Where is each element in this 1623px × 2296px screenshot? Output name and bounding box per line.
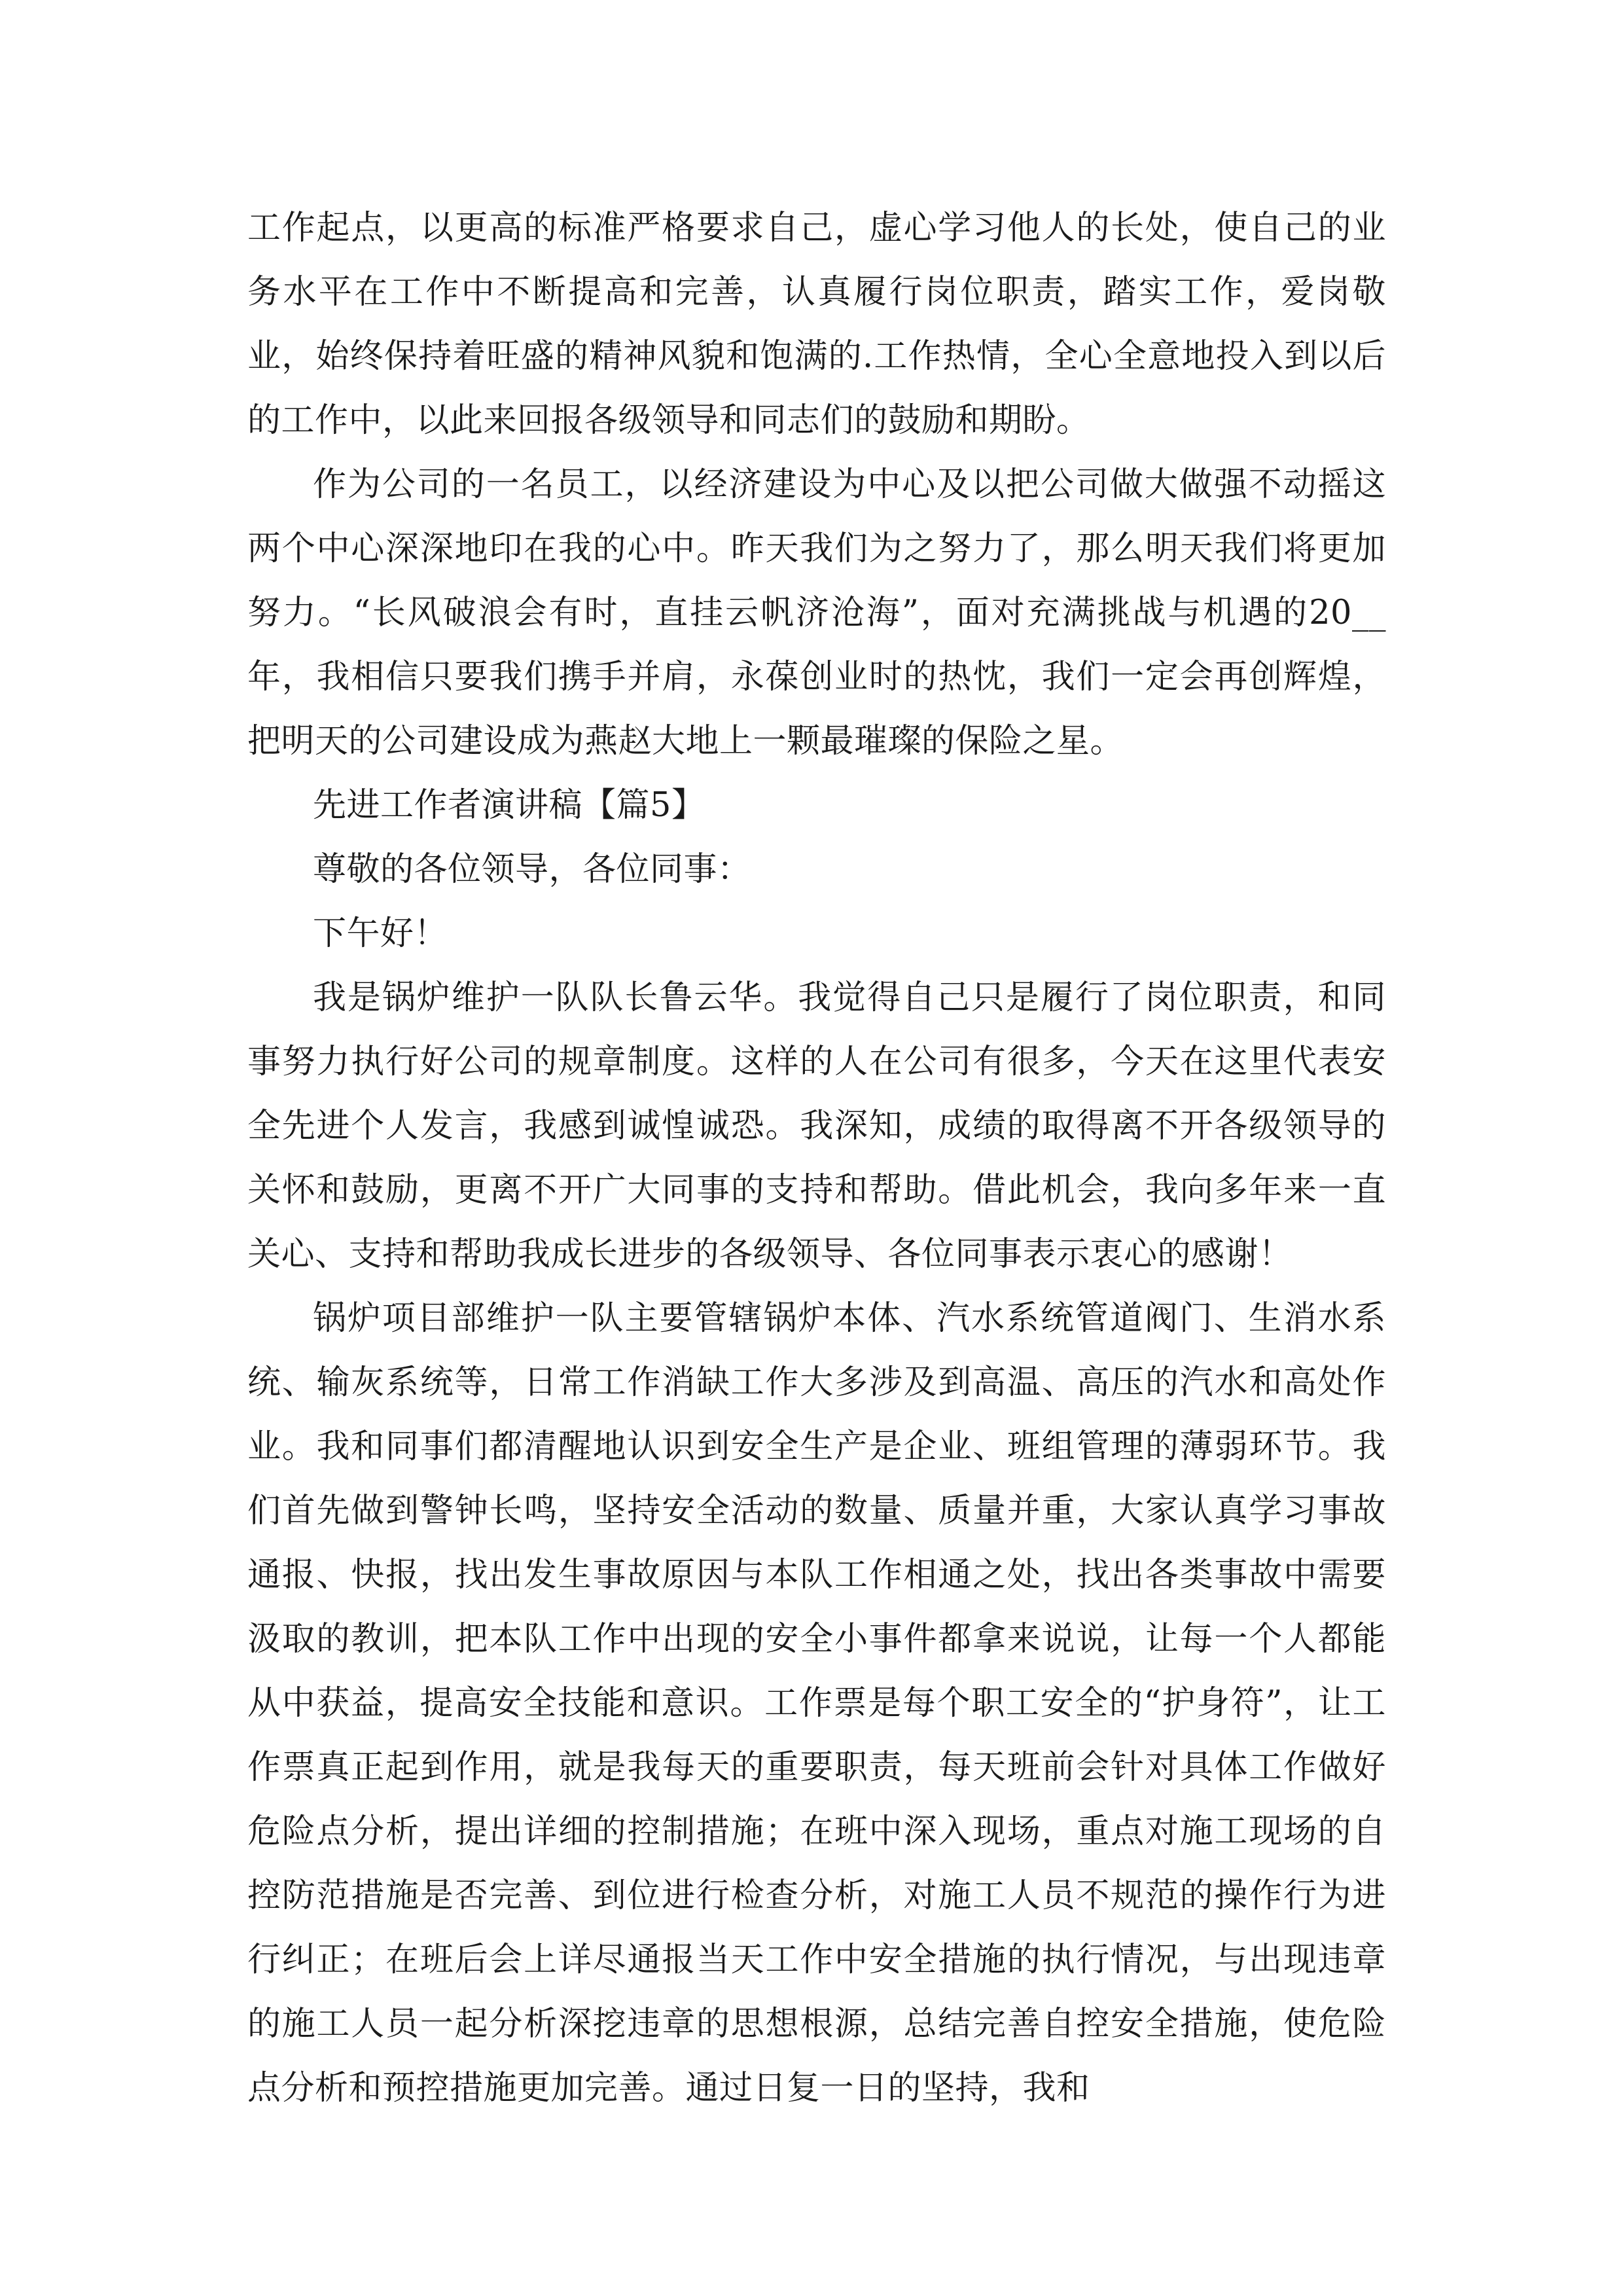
greeting: 下午好！: [313, 914, 448, 953]
paragraph-introduction: 我是锅炉维护一队队长鲁云华。我觉得自己只是履行了岗位职责，和同事努力执行好公司的规章制度。这样的人在公司有很多，今天在这里代表安全先进个人发言，我感到诚惶诚恐。我深知，成绩的取得离不开各级领导的关怀和鼓励，更离不开广大同事的支持和帮助。借此机会，我向多年来一直关心、支持和帮助我成长进步的各级领导、各位同事表示衷心的感谢！: [247, 978, 1386, 1274]
salutation: 尊敬的各位领导，各位同事：: [313, 850, 751, 889]
paragraph-company-commitment: 作为公司的一名员工，以经济建设为中心及以把公司做大做强不动摇这两个中心深深地印在我的心中。昨天我们为之努力了，那么明天我们将更加努力。“长风破浪会有时，直挂云帆济沧海”，面对充满挑战与机遇的20__年，我相信只要我们携手并肩，永葆创业时的热忱，我们一定会再创辉煌，把明天的公司建设成为燕赵大地上一颗最璀璨的保险之星。: [247, 465, 1386, 761]
section-heading: 先进工作者演讲稿【篇5】: [313, 786, 705, 825]
paragraph-safety-work: 锅炉项目部维护一队主要管辖锅炉本体、汽水系统管道阀门、生消水系统、输灰系统等，日常工作消缺工作大多涉及到高温、高压的汽水和高处作业。我和同事们都清醒地认识到安全生产是企业、班组管理的薄弱环节。我们首先做到警钟长鸣，坚持安全活动的数量、质量并重，大家认真学习事故通报、快报，找出发生事故原因与本队工作相通之处，找出各类事故中需要汲取的教训，把本队工作中出现的安全小事件都拿来说说，让每一个人都能从中获益，提高安全技能和意识。工作票是每个职工安全的“护身符”，让工作票真正起到作用，就是我每天的重要职责，每天班前会针对具体工作做好危险点分析，提出详细的控制措施；在班中深入现场，重点对施工现场的自控防范措施是否完善、到位进行检查分析，对施工人员不规范的操作行为进行纠正；在班后会上详尽通报当天工作中安全措施的执行情况，与出现违章的施工人员一起分析深挖违章的思想根源，总结完善自控安全措施，使危险点分析和预控措施更加完善。通过日复一日的坚持，我和: [247, 1299, 1386, 2108]
document-body: [247, 196, 1386, 2121]
paragraph-continued: 工作起点，以更高的标准严格要求自己，虚心学习他人的长处，使自己的业务水平在工作中不断提高和完善，认真履行岗位职责，踏实工作，爱岗敬业，始终保持着旺盛的精神风貌和饱满的.工作热情，全心全意地投入到以后的工作中，以此来回报各级领导和同志们的鼓励和期盼。: [247, 209, 1386, 440]
